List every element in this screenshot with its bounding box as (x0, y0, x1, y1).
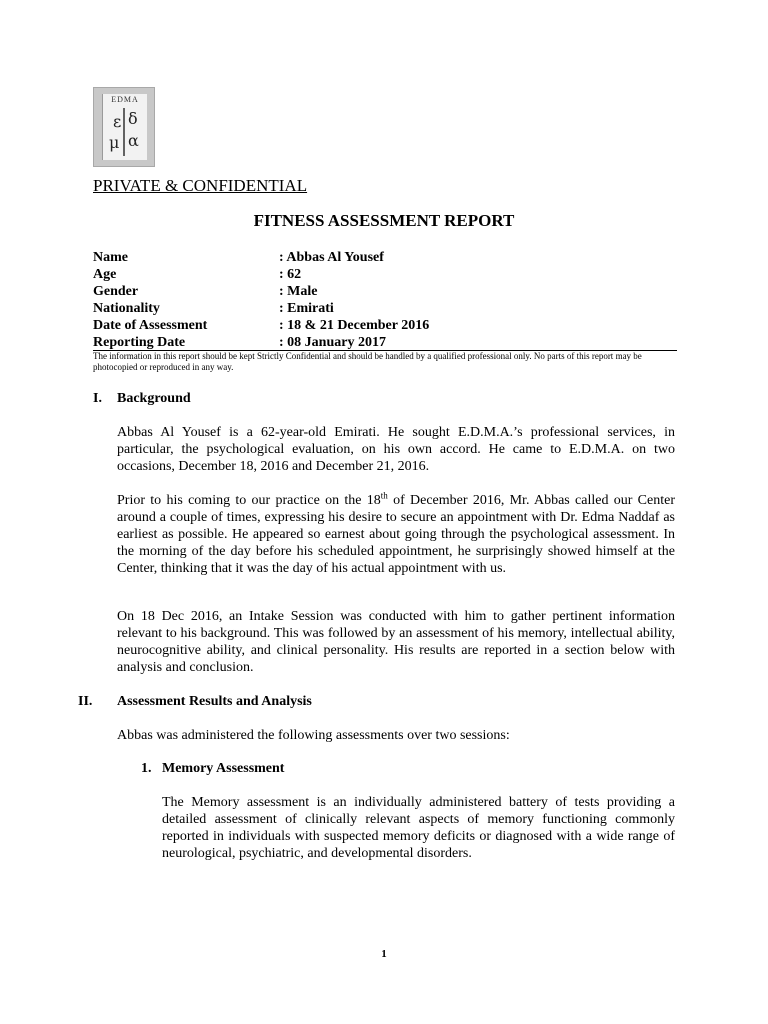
section-1-numeral: I. (93, 391, 102, 406)
info-label: Nationality (93, 301, 160, 316)
logo-panel (102, 94, 147, 160)
background-paragraph-3: On 18 Dec 2016, an Intake Session was conducted with him to gather pertinent information relevant to his background. This was followed by an assessment of his memory, intellectual ability, neurocognitive ability, and clinical personality. His results are reported in a section below with analysis and conclusion. (117, 609, 675, 675)
paragraph-text: of December 2016, Mr. Abbas called our Center around a couple of times, expressing his desire to secure an appointment with Dr. Edma Naddaf as earliest as possible. He appeared so earnest about going through the psychological assessment. In the morning of the day before his scheduled appointment, he surprisingly showed himself at the Center, thinking that it was the day of his actual appointment with us. (117, 493, 675, 576)
ordinal-suffix: th (380, 490, 388, 501)
info-label: Age (93, 267, 117, 282)
info-value: : Male (279, 284, 318, 299)
assessment-intro: Abbas was administered the following assessments over two sessions: (117, 728, 510, 743)
logo-symbol (103, 94, 147, 160)
confidentiality-disclaimer: The information in this report should be kept Strictly Confidential and should be handled by a qualified professional only. No parts of this report may be photocopied or reproduced in any way. (93, 351, 642, 372)
info-label: Reporting Date (93, 335, 186, 350)
info-label: Gender (93, 284, 139, 299)
info-label: Date of Assessment (93, 318, 208, 333)
page-number: 1 (381, 948, 387, 960)
info-value: : 08 January 2017 (279, 335, 386, 350)
logo-text: EDMA (111, 95, 139, 104)
subsection-1-heading: Memory Assessment (162, 761, 285, 776)
subsection-1-number: 1. (141, 761, 152, 776)
logo-letter-alpha: α (128, 131, 139, 150)
patient-info-block (93, 249, 429, 351)
info-value: : Abbas Al Yousef (279, 250, 384, 265)
logo-letter-delta: δ (128, 109, 138, 128)
info-row-name (93, 249, 429, 266)
info-row-age (93, 266, 429, 283)
section-2-numeral: II. (78, 694, 93, 709)
paragraph-text: Prior to his coming to our practice on the 18 (117, 493, 381, 508)
logo-letter-mu: μ (109, 133, 120, 152)
info-value: : 18 & 21 December 2016 (279, 318, 430, 333)
info-label: Name (93, 250, 128, 265)
info-row-reporting-date (93, 334, 429, 351)
info-row-nationality (93, 300, 429, 317)
info-value: : Emirati (279, 301, 334, 316)
logo-letter-epsilon: ε (113, 112, 122, 131)
info-row-date-of-assessment (93, 317, 429, 334)
info-row-gender (93, 283, 429, 300)
info-value: : 62 (279, 267, 302, 282)
background-paragraph-2 (117, 492, 675, 577)
report-title: FITNESS ASSESSMENT REPORT (253, 211, 515, 230)
background-paragraph-1: Abbas Al Yousef is a 62-year-old Emirati. He sought E.D.M.A.’s professional services, in particular, the psychological evaluation, on his own accord. He came to E.D.M.A. on two occasions, December 18, 2016 and December 21, 2016. (117, 425, 675, 474)
memory-assessment-paragraph: The Memory assessment is an individually administered battery of tests providing a detailed assessment of clinically relevant aspects of memory functioning commonly reported in individuals with suspected memory deficits or diagnosed with a wide range of neurological, psychiatric, and developmental disorders. (162, 795, 675, 861)
section-1-heading: Background (117, 391, 191, 406)
edma-logo (93, 87, 155, 167)
private-confidential-label: PRIVATE & CONFIDENTIAL (93, 176, 308, 195)
section-2-heading: Assessment Results and Analysis (117, 694, 312, 709)
